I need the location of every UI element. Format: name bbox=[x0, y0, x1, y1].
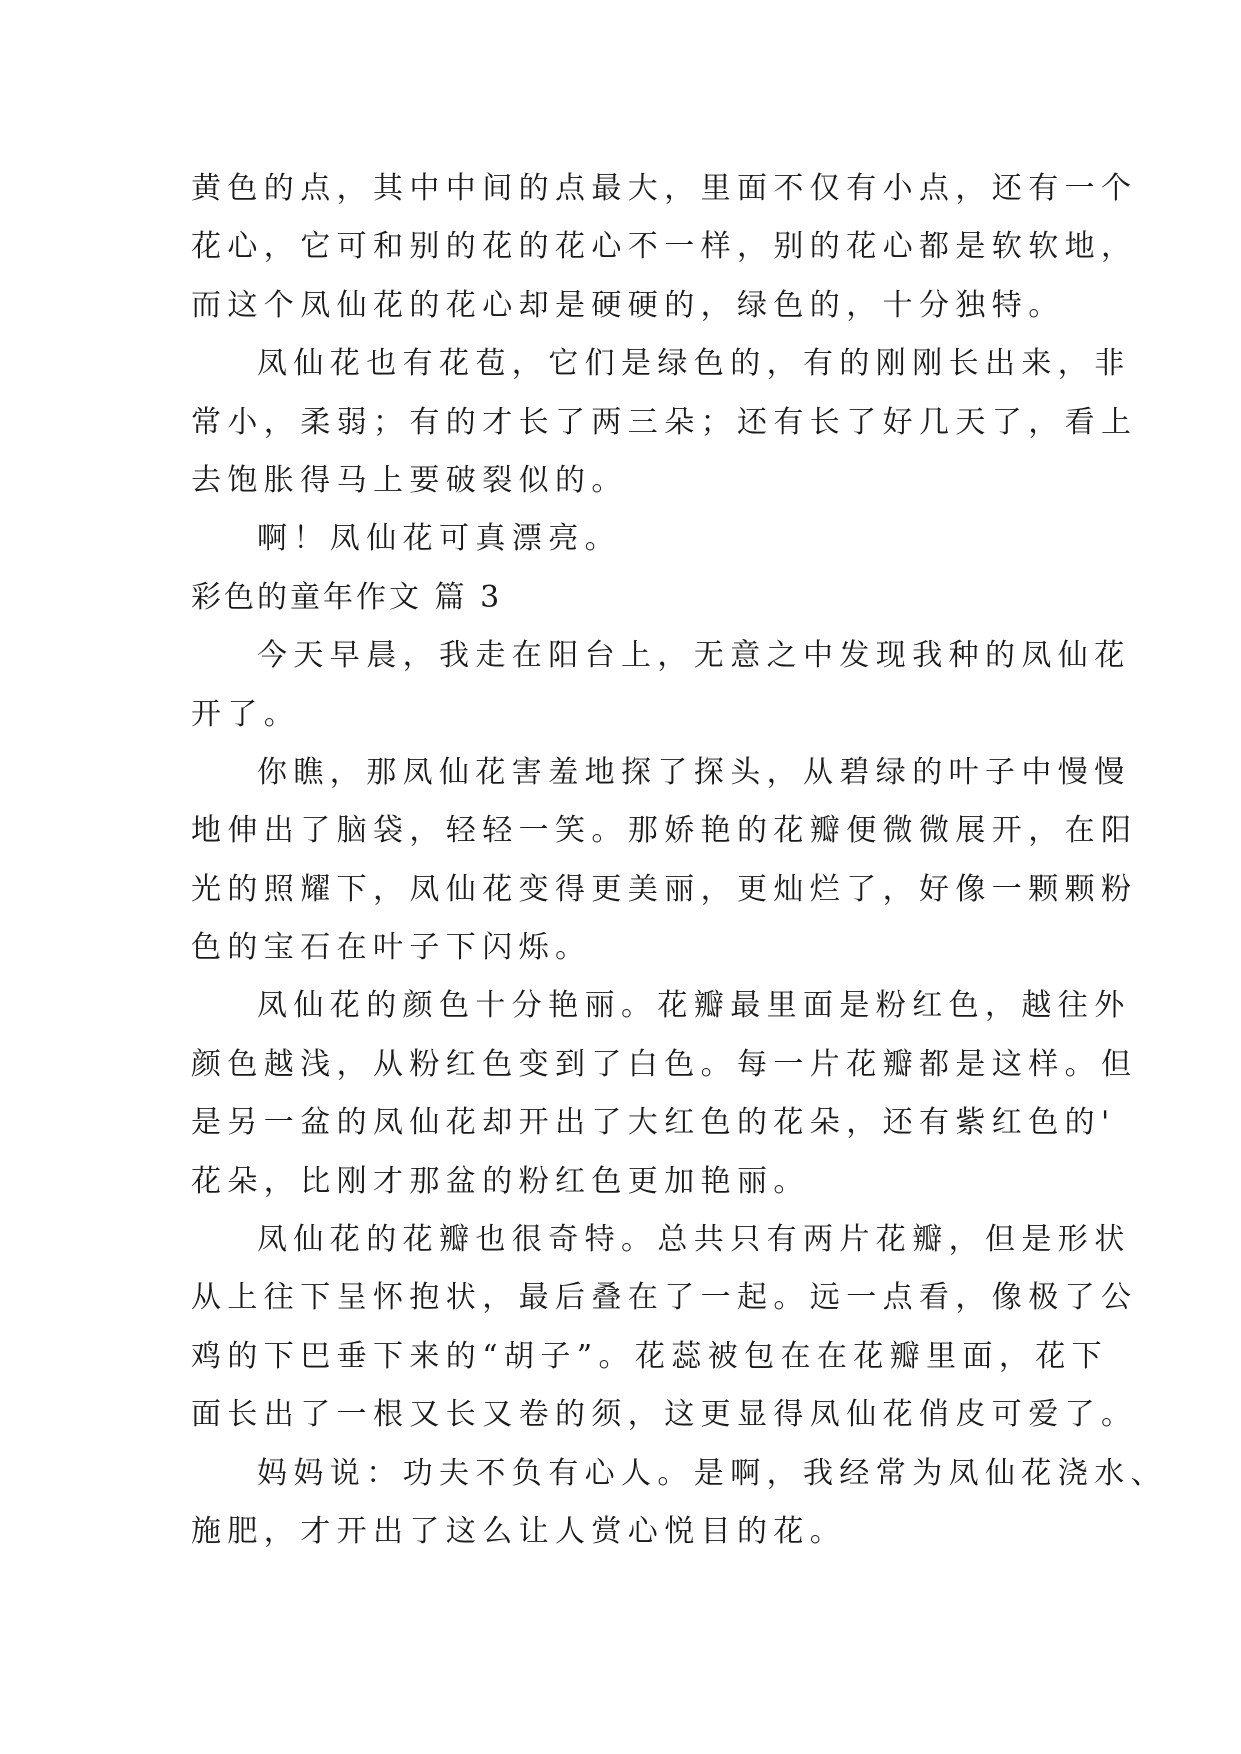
text-line: 从上往下呈怀抱状，最后叠在了一起。远一点看，像极了公 bbox=[191, 1280, 1138, 1316]
text-line: 黄色的点，其中中间的点最大，里面不仅有小点，还有一个 bbox=[191, 171, 1138, 206]
text-line: 凤仙花也有花苞，它们是绿色的，有的刚刚长出来，非 bbox=[257, 346, 1131, 382]
text-line: 啊！凤仙花可真漂亮。 bbox=[257, 521, 621, 557]
text-line: 你瞧，那凤仙花害羞地探了探头，从碧绿的叶子中慢慢 bbox=[257, 754, 1131, 790]
text-line: 今天早晨，我走在阳台上，无意之中发现我种的凤仙花 bbox=[257, 638, 1131, 674]
text-line: 是另一盆的凤仙花却开出了大红色的花朵，还有紫红色的' bbox=[191, 1105, 1116, 1141]
section-heading: 彩色的童年作文 篇 3 bbox=[191, 579, 503, 615]
text-line: 面长出了一根又长又卷的须，这更显得凤仙花俏皮可爱了。 bbox=[191, 1397, 1138, 1433]
text-line: 妈妈说：功夫不负有心人。是啊，我经常为凤仙花浇水、 bbox=[257, 1455, 1167, 1491]
text-line: 颜色越浅，从粉红色变到了白色。每一片花瓣都是这样。但 bbox=[191, 1046, 1138, 1082]
text-line: 地伸出了脑袋，轻轻一笑。那娇艳的花瓣便微微展开，在阳 bbox=[191, 813, 1138, 849]
text-line: 花心，它可和别的花的花心不一样，别的花心都是软软地， bbox=[191, 229, 1138, 265]
document-body bbox=[191, 160, 1167, 1561]
text-line: 光的照耀下，凤仙花变得更美丽，更灿烂了，好像一颗颗粉 bbox=[191, 871, 1138, 907]
text-line: 鸡的下巴垂下来的“胡子”。花蕊被包在在花瓣里面，花下 bbox=[191, 1338, 1109, 1374]
text-line: 去饱胀得马上要破裂似的。 bbox=[191, 462, 628, 498]
text-line: 而这个凤仙花的花心却是硬硬的，绿色的，十分独特。 bbox=[191, 287, 1065, 323]
text-line: 凤仙花的颜色十分艳丽。花瓣最里面是粉红色，越往外 bbox=[257, 988, 1131, 1024]
text-line: 常小，柔弱；有的才长了两三朵；还有长了好几天了，看上 bbox=[191, 404, 1138, 440]
text-line: 色的宝石在叶子下闪烁。 bbox=[191, 930, 592, 966]
text-line: 凤仙花的花瓣也很奇特。总共只有两片花瓣，但是形状 bbox=[257, 1222, 1131, 1258]
text-line: 花朵，比刚才那盆的粉红色更加艳丽。 bbox=[191, 1163, 810, 1199]
text-line: 施肥，才开出了这么让人赏心悦目的花。 bbox=[191, 1513, 847, 1549]
text-line: 开了。 bbox=[191, 696, 301, 732]
